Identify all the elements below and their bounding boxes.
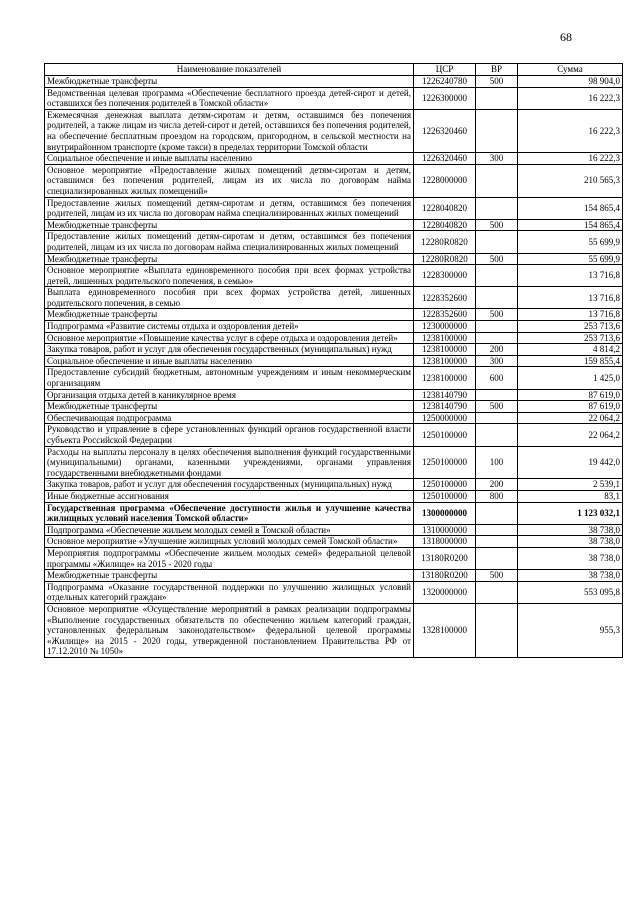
cell-csr: 1228352600: [414, 309, 476, 321]
table-row: [45, 490, 623, 502]
cell-csr: 1228352600: [414, 287, 476, 309]
header-name: Наименование показателей: [45, 64, 414, 76]
cell-name: Основное мероприятие «Осуществление мероприятий в рамках реализации подпрограммы «Выполнение государственных обязательств по обеспечению жильем категорий граждан, установленных федеральным законодательством» федеральной целевой программы «Жилище» на 2015 - 2020 годы, утвержденной постановлением Правительства РФ от 17.12.2010 № 1050»: [45, 603, 414, 657]
table-row: [45, 603, 623, 657]
cell-vr: [476, 603, 518, 657]
cell-name: Межбюджетные трансферты: [45, 401, 414, 413]
cell-vr: 100: [476, 446, 518, 479]
cell-name: Обеспечивающая подпрограмма: [45, 412, 414, 424]
table-row: [45, 332, 623, 344]
table-row: [45, 355, 623, 367]
cell-csr: 1228040820: [414, 197, 476, 219]
cell-sum: 210 565,3: [518, 164, 623, 197]
cell-csr: 1230000000: [414, 321, 476, 333]
cell-csr: 1250100000: [414, 424, 476, 446]
table-row: [45, 153, 623, 165]
cell-vr: [476, 547, 518, 569]
cell-csr: 1318000000: [414, 536, 476, 548]
cell-csr: 1226300000: [414, 87, 476, 109]
cell-vr: 500: [476, 253, 518, 265]
cell-sum: 4 814,2: [518, 344, 623, 356]
cell-sum: 83,1: [518, 490, 623, 502]
cell-vr: [476, 389, 518, 401]
cell-sum: 22 064,2: [518, 412, 623, 424]
cell-vr: 200: [476, 479, 518, 491]
table-row: [45, 536, 623, 548]
cell-sum: 87 619,0: [518, 401, 623, 413]
cell-vr: [476, 287, 518, 309]
cell-vr: [476, 265, 518, 287]
cell-name: Социальное обеспечение и иные выплаты населению: [45, 153, 414, 165]
cell-sum: 553 095,8: [518, 581, 623, 603]
cell-csr: 1226320460: [414, 109, 476, 152]
cell-vr: [476, 231, 518, 253]
cell-csr: 13180R0200: [414, 570, 476, 582]
table-row: [45, 570, 623, 582]
page-number: 68: [560, 30, 572, 44]
cell-name: Основное мероприятие «Повышение качества услуг в сфере отдыха и оздоровления детей»: [45, 332, 414, 344]
cell-csr: 1310000000: [414, 524, 476, 536]
cell-vr: 500: [476, 76, 518, 88]
cell-csr: 1228300000: [414, 265, 476, 287]
cell-vr: 500: [476, 570, 518, 582]
cell-csr: 1320000000: [414, 581, 476, 603]
cell-name: Основное мероприятие «Выплата единовременного пособия при всех формах устройства детей, лишенных родительского попечения, в семью»: [45, 265, 414, 287]
cell-vr: [476, 412, 518, 424]
cell-name: Организация отдыха детей в каникулярное время: [45, 389, 414, 401]
table-row: [45, 321, 623, 333]
cell-sum: 159 855,4: [518, 355, 623, 367]
table-row: [45, 197, 623, 219]
cell-sum: 87 619,0: [518, 389, 623, 401]
cell-csr: 1328100000: [414, 603, 476, 657]
cell-sum: 253 713,6: [518, 332, 623, 344]
cell-csr: 13180R0200: [414, 547, 476, 569]
cell-name: Межбюджетные трансферты: [45, 219, 414, 231]
cell-name: Подпрограмма «Развитие системы отдыха и оздоровления детей»: [45, 321, 414, 333]
cell-sum: 38 738,0: [518, 547, 623, 569]
cell-csr: 1238140790: [414, 401, 476, 413]
table-row: [45, 219, 623, 231]
cell-name: Предоставление жилых помещений детям-сиротам и детям, оставшимся без попечения родителей, лицам из их числа по договорам найма специализированных жилых помещений: [45, 197, 414, 219]
cell-name: Основное мероприятие «Предоставление жилых помещений детям-сиротам и детям, оставшимся без попечения родителей, лицам из их числа по договорам найма специализированных жилых помещений»: [45, 164, 414, 197]
cell-name: Выплата единовременного пособия при всех формах устройства детей, лишенных родительского попечения, в семью: [45, 287, 414, 309]
table-row: [45, 389, 623, 401]
cell-vr: [476, 164, 518, 197]
table-body: [45, 76, 623, 658]
cell-csr: 1238100000: [414, 355, 476, 367]
cell-name: Межбюджетные трансферты: [45, 309, 414, 321]
table-row: [45, 502, 623, 524]
cell-sum: 16 222,3: [518, 153, 623, 165]
cell-sum: 16 222,3: [518, 87, 623, 109]
cell-vr: 800: [476, 490, 518, 502]
cell-vr: 500: [476, 309, 518, 321]
cell-csr: 1250000000: [414, 412, 476, 424]
cell-sum: 253 713,6: [518, 321, 623, 333]
cell-sum: 154 865,4: [518, 219, 623, 231]
header-sum: Сумма: [518, 64, 623, 76]
cell-csr: 1228000000: [414, 164, 476, 197]
cell-vr: 500: [476, 219, 518, 231]
cell-name: Предоставление жилых помещений детям-сиротам и детям, оставшимся без попечения родителей, лицам из их числа по договорам найма специализированных жилых помещений: [45, 231, 414, 253]
cell-sum: 955,3: [518, 603, 623, 657]
cell-csr: 1238100000: [414, 367, 476, 389]
cell-name: Предоставление субсидий бюджетным, автономным учреждениям и иным некоммерческим организациям: [45, 367, 414, 389]
table-row: [45, 446, 623, 479]
cell-name: Иные бюджетные ассигнования: [45, 490, 414, 502]
cell-vr: [476, 424, 518, 446]
cell-sum: 1 123 032,1: [518, 502, 623, 524]
cell-vr: [476, 524, 518, 536]
cell-sum: 1 425,0: [518, 367, 623, 389]
cell-vr: [476, 197, 518, 219]
cell-name: Межбюджетные трансферты: [45, 570, 414, 582]
table-row: [45, 287, 623, 309]
table-row: [45, 547, 623, 569]
table-row: [45, 265, 623, 287]
cell-sum: 38 738,0: [518, 570, 623, 582]
cell-name: Расходы на выплаты персоналу в целях обеспечения выполнения функций государственными (муниципальными) органами, казенными учреждениями, органами управления государственными внебюджетными фондами: [45, 446, 414, 479]
cell-csr: 1226240780: [414, 76, 476, 88]
cell-vr: [476, 332, 518, 344]
cell-csr: 1228040820: [414, 219, 476, 231]
table-row: [45, 401, 623, 413]
cell-csr: 12280R0820: [414, 231, 476, 253]
cell-sum: 98 904,0: [518, 76, 623, 88]
table-row: [45, 344, 623, 356]
cell-csr: 1238100000: [414, 344, 476, 356]
cell-vr: 300: [476, 355, 518, 367]
cell-sum: 13 716,8: [518, 265, 623, 287]
cell-name: Межбюджетные трансферты: [45, 76, 414, 88]
cell-sum: 16 222,3: [518, 109, 623, 152]
cell-name: Ведомственная целевая программа «Обеспечение бесплатного проезда детей-сирот и детей, оставшихся без попечения родителей в Томской области»: [45, 87, 414, 109]
cell-csr: 1250100000: [414, 479, 476, 491]
cell-sum: 55 699,9: [518, 253, 623, 265]
cell-vr: [476, 502, 518, 524]
cell-name: Основное мероприятие «Улучшение жилищных условий молодых семей Томской области»: [45, 536, 414, 548]
cell-sum: 22 064,2: [518, 424, 623, 446]
cell-vr: 300: [476, 153, 518, 165]
cell-csr: 1250100000: [414, 446, 476, 479]
cell-name: Ежемесячная денежная выплата детям-сиротам и детям, оставшимся без попечения родителей, а также лицам из числа детей-сирот и детей, оставшихся без попечения родителей, на обеспечение бесплатным проездом на городском, пригородном, в сельской местности на внутрирайонном транспорте (кроме такси) в пределах территории Томской области: [45, 109, 414, 152]
cell-vr: [476, 536, 518, 548]
cell-sum: 38 738,0: [518, 524, 623, 536]
cell-vr: [476, 109, 518, 152]
cell-name: Подпрограмма «Оказание государственной поддержки по улучшению жилищных условий отдельных категорий граждан»: [45, 581, 414, 603]
table-row: [45, 231, 623, 253]
cell-vr: [476, 581, 518, 603]
table-row: [45, 424, 623, 446]
cell-sum: 19 442,0: [518, 446, 623, 479]
table-row: [45, 76, 623, 88]
header-csr: ЦСР: [414, 64, 476, 76]
table-row: [45, 87, 623, 109]
table-row: [45, 367, 623, 389]
cell-name: Руководство и управление в сфере установленных функций органов государственной власти субъекта Российской Федерации: [45, 424, 414, 446]
cell-name: Мероприятия подпрограммы «Обеспечение жильем молодых семей» федеральной целевой программы «Жилище» на 2015 - 2020 годы: [45, 547, 414, 569]
cell-name: Закупка товаров, работ и услуг для обеспечения государственных (муниципальных) нужд: [45, 479, 414, 491]
cell-name: Социальное обеспечение и иные выплаты населению: [45, 355, 414, 367]
table-row: [45, 412, 623, 424]
cell-sum: 13 716,8: [518, 309, 623, 321]
cell-vr: 500: [476, 401, 518, 413]
cell-csr: 1238100000: [414, 332, 476, 344]
cell-sum: 55 699,9: [518, 231, 623, 253]
table-row: [45, 109, 623, 152]
table-row: [45, 479, 623, 491]
table-row: [45, 253, 623, 265]
header-vr: ВР: [476, 64, 518, 76]
cell-csr: 1300000000: [414, 502, 476, 524]
table-header-row: [45, 64, 623, 76]
table-row: [45, 164, 623, 197]
cell-vr: 600: [476, 367, 518, 389]
cell-csr: 1250100000: [414, 490, 476, 502]
cell-csr: 1226320460: [414, 153, 476, 165]
cell-vr: [476, 321, 518, 333]
cell-vr: 200: [476, 344, 518, 356]
cell-name: Межбюджетные трансферты: [45, 253, 414, 265]
table-row: [45, 309, 623, 321]
cell-vr: [476, 87, 518, 109]
cell-sum: 38 738,0: [518, 536, 623, 548]
cell-name: Закупка товаров, работ и услуг для обеспечения государственных (муниципальных) нужд: [45, 344, 414, 356]
table-row: [45, 524, 623, 536]
cell-csr: 1238140790: [414, 389, 476, 401]
cell-name: Подпрограмма «Обеспечение жильем молодых семей в Томской области»: [45, 524, 414, 536]
table-row: [45, 581, 623, 603]
cell-csr: 12280R0820: [414, 253, 476, 265]
budget-table: [44, 63, 623, 658]
cell-sum: 2 539,1: [518, 479, 623, 491]
cell-sum: 154 865,4: [518, 197, 623, 219]
cell-name: Государственная программа «Обеспечение доступности жилья и улучшение качества жилищных условий населения Томской области»: [45, 502, 414, 524]
cell-sum: 13 716,8: [518, 287, 623, 309]
